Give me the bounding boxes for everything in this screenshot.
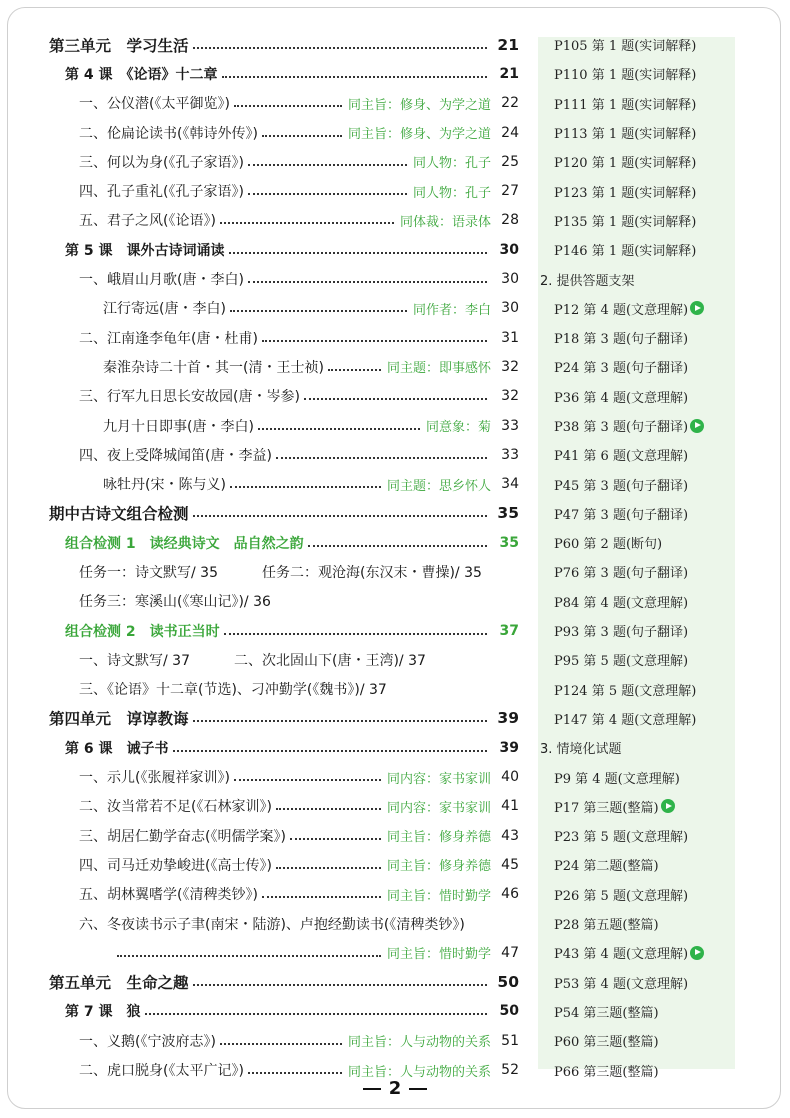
sidebar-item[interactable] bbox=[540, 294, 735, 323]
toc-row[interactable] bbox=[49, 1026, 519, 1055]
sidebar-item-label: P38 第 3 题(句子翻译) bbox=[554, 420, 689, 435]
toc-row[interactable] bbox=[49, 938, 519, 967]
leader-dots bbox=[117, 955, 381, 957]
sidebar-item[interactable] bbox=[540, 411, 735, 440]
toc-page-number: 31 bbox=[501, 329, 519, 346]
toc-entry-title: 咏牡丹(宋・陈与义) bbox=[103, 477, 226, 494]
toc-row[interactable] bbox=[49, 675, 519, 704]
leader-dots bbox=[276, 457, 487, 459]
toc-row[interactable] bbox=[49, 997, 519, 1026]
sidebar-item-label: P36 第 4 题(文意理解) bbox=[554, 390, 689, 406]
toc-entry-title: 一、公仪潜(《太平御览》) bbox=[79, 96, 230, 113]
toc-row[interactable] bbox=[49, 557, 519, 586]
toc-row[interactable] bbox=[49, 469, 519, 498]
toc-entry-note: 同主旨：惜时勤学 bbox=[386, 947, 491, 963]
toc-row[interactable] bbox=[49, 206, 519, 235]
toc-entry-title: 三、胡居仁勤学奋志(《明儒学案》) bbox=[79, 828, 286, 845]
sidebar-item[interactable] bbox=[540, 469, 735, 498]
sidebar-item-label: P147 第 4 题(文意理解) bbox=[554, 712, 697, 728]
toc-entry-title: 二、汝当常若不足(《石林家训》) bbox=[79, 799, 272, 816]
toc-row[interactable] bbox=[49, 762, 519, 791]
toc-page-number: 35 bbox=[497, 504, 519, 523]
toc-entry-title: 任务三：寒溪山(《寒山记》)/ 36 bbox=[79, 594, 271, 611]
toc-entry-title: 组合检测 1 读经典诗文 品自然之韵 bbox=[65, 535, 304, 552]
toc-entry-title: 四、司马迁劝挚峻进(《高士传》) bbox=[79, 857, 272, 874]
leader-dots bbox=[230, 310, 407, 312]
toc-entry-title: 二、江南逢李龟年(唐・杜甫) bbox=[79, 330, 258, 347]
toc-row[interactable] bbox=[49, 880, 519, 909]
sidebar-item[interactable] bbox=[540, 89, 735, 118]
sidebar-heading bbox=[540, 264, 735, 293]
toc-page-number: 52 bbox=[501, 1062, 519, 1079]
toc-entry-note: 同主旨：修身养德 bbox=[386, 859, 491, 875]
toc-row[interactable] bbox=[49, 616, 519, 645]
sidebar-item[interactable] bbox=[540, 440, 735, 469]
leader-dots bbox=[193, 984, 487, 986]
sidebar-item-label: P9 第 4 题(文意理解) bbox=[554, 771, 680, 787]
toc-entry-title: 秦淮杂诗二十首・其一(清・王士祯) bbox=[103, 359, 324, 376]
sidebar-item[interactable] bbox=[540, 645, 735, 674]
toc-entry-note: 同主题：即事感怀 bbox=[386, 361, 491, 377]
sidebar-item[interactable] bbox=[540, 792, 735, 821]
toc-entry-note: 同主题：思乡怀人 bbox=[386, 478, 491, 494]
sidebar-item-label: P47 第 3 题(句子翻译) bbox=[554, 507, 689, 523]
toc-page-number: 30 bbox=[501, 300, 519, 317]
toc-entry-title: 第三单元 学习生活 bbox=[49, 36, 189, 55]
toc-entry-title: 二、虎口脱身(《太平广记》) bbox=[79, 1063, 244, 1080]
toc-entry-title: 三、何以为身(《孔子家语》) bbox=[79, 154, 244, 171]
toc-entry-note: 同人物：孔子 bbox=[412, 185, 491, 201]
sidebar-item-label: P110 第 1 题(实词解释) bbox=[554, 68, 697, 84]
sidebar-item[interactable] bbox=[540, 909, 735, 938]
sidebar-item-label: 2. 提供答题支架 bbox=[540, 273, 635, 289]
play-icon[interactable] bbox=[690, 419, 704, 433]
toc-page-number: 47 bbox=[501, 944, 519, 961]
sidebar-item[interactable] bbox=[540, 147, 735, 176]
sidebar-item[interactable] bbox=[540, 850, 735, 879]
sidebar-item-label: P45 第 3 题(句子翻译) bbox=[554, 478, 689, 494]
toc-row[interactable] bbox=[49, 382, 519, 411]
sidebar-item-label: P43 第 4 题(文意理解) bbox=[554, 947, 689, 963]
sidebar-item[interactable] bbox=[540, 382, 735, 411]
sidebar-item[interactable] bbox=[540, 880, 735, 909]
sidebar-item-label: P28 第五题(整篇) bbox=[554, 918, 659, 934]
leader-dots bbox=[230, 486, 381, 488]
sidebar-item[interactable] bbox=[540, 968, 735, 997]
toc-row[interactable] bbox=[49, 733, 519, 762]
sidebar-item[interactable] bbox=[540, 206, 735, 235]
sidebar-item-label: 3. 情境化试题 bbox=[540, 742, 622, 758]
toc-row[interactable] bbox=[49, 89, 519, 118]
leader-dots bbox=[193, 515, 487, 517]
toc-entry-note: 同意象：菊 bbox=[425, 420, 491, 435]
toc-page-number: 30 bbox=[501, 271, 519, 288]
toc-row[interactable] bbox=[49, 411, 519, 440]
sidebar-item-label: P60 第 2 题(断句) bbox=[554, 537, 663, 553]
sidebar-item-label: P41 第 6 题(文意理解) bbox=[554, 449, 689, 465]
toc-row[interactable] bbox=[49, 850, 519, 879]
sidebar-item[interactable] bbox=[540, 352, 735, 381]
sidebar-item[interactable] bbox=[540, 323, 735, 352]
toc-entry-title: 期中古诗文组合检测 bbox=[49, 505, 189, 524]
table-of-contents bbox=[49, 30, 519, 1085]
leader-dots bbox=[276, 808, 381, 810]
toc-page-number: 43 bbox=[501, 827, 519, 844]
toc-row[interactable] bbox=[49, 499, 519, 528]
leader-dots bbox=[262, 340, 487, 342]
sidebar-item-label: P23 第 5 题(文意理解) bbox=[554, 830, 689, 846]
sidebar-item-label: P53 第 4 题(文意理解) bbox=[554, 976, 689, 992]
page-number: 2 bbox=[388, 1078, 402, 1099]
toc-row[interactable] bbox=[49, 821, 519, 850]
toc-entry-title: 九月十日即事(唐・李白) bbox=[103, 418, 254, 435]
toc-page-number: 35 bbox=[499, 534, 519, 551]
toc-page-number: 39 bbox=[497, 709, 519, 728]
toc-row[interactable] bbox=[49, 528, 519, 557]
toc-entry-title: 第四单元 谆谆教诲 bbox=[49, 710, 189, 729]
leader-dots bbox=[220, 1043, 342, 1045]
leader-dots bbox=[234, 779, 381, 781]
leader-dots bbox=[229, 252, 488, 254]
toc-page-number: 24 bbox=[501, 124, 519, 141]
leader-dots bbox=[258, 428, 420, 430]
toc-page-number: 27 bbox=[501, 183, 519, 200]
toc-task: 一、诗文默写/ 37 bbox=[79, 652, 190, 669]
toc-entry-title: 二、伦扁论读书(《韩诗外传》) bbox=[79, 125, 258, 142]
play-icon[interactable] bbox=[661, 799, 675, 813]
sidebar-item[interactable] bbox=[540, 1026, 735, 1055]
sidebar-item-label: P24 第 3 题(句子翻译) bbox=[554, 361, 689, 377]
toc-entry-note: 同内容：家书家训 bbox=[386, 771, 491, 787]
sidebar-item-label: P120 第 1 题(实词解释) bbox=[554, 156, 697, 172]
leader-dots bbox=[248, 1072, 342, 1074]
leader-dots bbox=[173, 750, 488, 752]
toc-entry-title: 一、示儿(《张履祥家训》) bbox=[79, 770, 230, 787]
toc-task: 任务一：诗文默写/ 35 bbox=[79, 564, 218, 581]
leader-dots bbox=[224, 633, 487, 635]
toc-page-number: 30 bbox=[499, 241, 519, 258]
toc-entry-note: 同人物：孔子 bbox=[412, 156, 491, 172]
sidebar-item[interactable] bbox=[540, 675, 735, 704]
toc-page-number: 50 bbox=[497, 973, 519, 992]
leader-dots bbox=[222, 76, 488, 78]
leader-dots bbox=[193, 47, 487, 49]
sidebar-heading bbox=[540, 733, 735, 762]
toc-entry-title: 第 7 课 狼 bbox=[65, 1004, 141, 1021]
toc-task: 任务二：观沧海(东汉末・曹操)/ 35 bbox=[261, 564, 482, 581]
toc-entry-title: 第 5 课 课外古诗词诵读 bbox=[65, 242, 225, 259]
sidebar-item-label: P124 第 5 题(文意理解) bbox=[554, 683, 697, 699]
sidebar-item[interactable] bbox=[540, 821, 735, 850]
toc-row[interactable] bbox=[49, 909, 519, 938]
sidebar-item[interactable] bbox=[540, 499, 735, 528]
toc-page-number: 25 bbox=[501, 153, 519, 170]
play-icon[interactable] bbox=[690, 946, 704, 960]
sidebar-item[interactable] bbox=[540, 235, 735, 264]
sidebar-item[interactable] bbox=[540, 762, 735, 791]
toc-entry-note: 同主旨：人与动物的关系 bbox=[347, 1064, 491, 1080]
toc-row[interactable] bbox=[49, 118, 519, 147]
toc-task: 二、次北固山下(唐・王湾)/ 37 bbox=[233, 652, 426, 669]
toc-entry-note: 同主旨：修身、为学之道 bbox=[347, 97, 491, 113]
toc-entry-title: 六、冬夜读书示子聿(南宋・陆游)、卢抱经勤读书(《清稗类钞》) bbox=[79, 916, 465, 933]
toc-entry-note: 同主旨：惜时勤学 bbox=[386, 888, 491, 904]
toc-page-number: 34 bbox=[501, 476, 519, 493]
sidebar-item-label: P17 第三题(整篇) bbox=[554, 800, 659, 816]
sidebar-item-label: P146 第 1 题(实词解释) bbox=[554, 244, 697, 260]
sidebar-item[interactable] bbox=[540, 176, 735, 205]
toc-entry-title: 一、峨眉山月歌(唐・李白) bbox=[79, 272, 244, 289]
toc-entry-title: 第五单元 生命之趣 bbox=[49, 974, 189, 993]
toc-entry-title: 组合检测 2 读书正当时 bbox=[65, 623, 220, 640]
toc-row[interactable] bbox=[49, 294, 519, 323]
sidebar-item-label: P111 第 1 题(实词解释) bbox=[554, 97, 697, 113]
sidebar-item-label: P113 第 1 题(实词解释) bbox=[554, 127, 697, 143]
sidebar-item[interactable] bbox=[540, 997, 735, 1026]
toc-entry-note: 同主旨：人与动物的关系 bbox=[347, 1035, 491, 1051]
toc-row[interactable] bbox=[49, 235, 519, 264]
toc-row[interactable] bbox=[49, 440, 519, 469]
leader-dots bbox=[304, 398, 487, 400]
toc-row[interactable] bbox=[49, 30, 519, 59]
footer-dash-right bbox=[409, 1088, 427, 1090]
toc-row[interactable] bbox=[49, 323, 519, 352]
toc-page-number: 32 bbox=[501, 358, 519, 375]
leader-dots bbox=[248, 281, 487, 283]
leader-dots bbox=[276, 867, 381, 869]
toc-page-number: 50 bbox=[499, 1003, 519, 1020]
toc-page-number: 45 bbox=[501, 856, 519, 873]
leader-dots bbox=[248, 164, 407, 166]
sidebar-item-label: P24 第二题(整篇) bbox=[554, 859, 659, 875]
leader-dots bbox=[220, 222, 394, 224]
toc-entry-title: 四、夜上受降城闻笛(唐・李益) bbox=[79, 447, 272, 464]
sidebar-item-label: P12 第 4 题(文意理解) bbox=[554, 302, 689, 318]
sidebar-item-label: P18 第 3 题(句子翻译) bbox=[554, 332, 689, 348]
toc-entry-title: 五、胡林翼嗜学(《清稗类钞》) bbox=[79, 887, 258, 904]
sidebar-item-label: P95 第 5 题(文意理解) bbox=[554, 654, 689, 670]
toc-page-number: 33 bbox=[501, 446, 519, 463]
leader-dots bbox=[145, 1013, 488, 1015]
toc-row[interactable] bbox=[49, 704, 519, 733]
sidebar-item[interactable] bbox=[540, 118, 735, 147]
toc-row[interactable] bbox=[49, 968, 519, 997]
sidebar-item[interactable] bbox=[540, 938, 735, 967]
toc-row[interactable] bbox=[49, 587, 519, 616]
toc-row[interactable] bbox=[49, 264, 519, 293]
toc-entry-title: 一、义鹅(《宁波府志》) bbox=[79, 1033, 216, 1050]
toc-row[interactable] bbox=[49, 147, 519, 176]
sidebar-item[interactable] bbox=[540, 59, 735, 88]
toc-page-number: 51 bbox=[501, 1032, 519, 1049]
page-footer bbox=[0, 1078, 790, 1099]
toc-entry-title: 江行寄远(唐・李白) bbox=[103, 301, 226, 318]
toc-page-number: 22 bbox=[501, 95, 519, 112]
toc-entry-title: 四、孔子重礼(《孔子家语》) bbox=[79, 184, 244, 201]
toc-page-number: 39 bbox=[499, 739, 519, 756]
leader-dots bbox=[262, 896, 381, 898]
play-icon[interactable] bbox=[690, 301, 704, 315]
toc-entry-title: 第 4 课 《论语》十二章 bbox=[65, 66, 218, 83]
sidebar-item-label: P123 第 1 题(实词解释) bbox=[554, 185, 697, 201]
leader-dots bbox=[248, 193, 407, 195]
toc-entry-title: 第 6 课 诫子书 bbox=[65, 740, 169, 757]
sidebar-item-label: P135 第 1 题(实词解释) bbox=[554, 214, 697, 230]
toc-page-number: 33 bbox=[501, 417, 519, 434]
sidebar-item-label: P84 第 4 题(文意理解) bbox=[554, 595, 689, 611]
sidebar-item-label: P60 第三题(整篇) bbox=[554, 1035, 659, 1051]
toc-row[interactable] bbox=[49, 645, 519, 674]
leader-dots bbox=[262, 135, 342, 137]
toc-entry-note: 同主旨：修身、为学之道 bbox=[347, 127, 491, 143]
sidebar-item-label: P26 第 5 题(文意理解) bbox=[554, 888, 689, 904]
sidebar-item-label: P54 第三题(整篇) bbox=[554, 1005, 659, 1021]
toc-page-number: 37 bbox=[499, 622, 519, 639]
toc-page-number: 40 bbox=[501, 769, 519, 786]
toc-page-number: 32 bbox=[501, 388, 519, 405]
toc-row[interactable] bbox=[49, 59, 519, 88]
toc-page-number: 21 bbox=[497, 35, 519, 54]
leader-dots bbox=[290, 838, 381, 840]
toc-page-number: 28 bbox=[501, 212, 519, 229]
toc-entry-note: 同内容：家书家训 bbox=[386, 800, 491, 816]
leader-dots bbox=[308, 545, 487, 547]
toc-page-number: 41 bbox=[501, 798, 519, 815]
leader-dots bbox=[328, 369, 381, 371]
toc-page-number: 46 bbox=[501, 886, 519, 903]
toc-row[interactable] bbox=[49, 352, 519, 381]
sidebar-item[interactable] bbox=[540, 587, 735, 616]
toc-entry-note: 同体裁：语录体 bbox=[399, 214, 491, 230]
sidebar-question-list bbox=[540, 30, 735, 1085]
toc-entry-title: 五、君子之风(《论语》) bbox=[79, 213, 216, 230]
toc-entry-note: 同主旨：修身养德 bbox=[386, 830, 491, 846]
sidebar-item[interactable] bbox=[540, 616, 735, 645]
toc-entry-title: 三、行军九日思长安故园(唐・岑参) bbox=[79, 389, 300, 406]
sidebar-item[interactable] bbox=[540, 704, 735, 733]
toc-entry-title: 三、《论语》十二章(节选)、刁冲勤学(《魏书》)/ 37 bbox=[79, 682, 387, 699]
toc-row[interactable] bbox=[49, 176, 519, 205]
sidebar-item-label: P76 第 3 题(句子翻译) bbox=[554, 566, 689, 582]
footer-dash-left bbox=[363, 1088, 381, 1090]
sidebar-item-label: P66 第三题(整篇) bbox=[554, 1064, 659, 1080]
leader-dots bbox=[234, 105, 342, 107]
sidebar-item[interactable] bbox=[540, 557, 735, 586]
sidebar-item-label: P105 第 1 题(实词解释) bbox=[554, 39, 697, 55]
toc-page-number: 21 bbox=[499, 65, 519, 82]
toc-entry-note: 同作者：李白 bbox=[412, 302, 491, 318]
sidebar-item[interactable] bbox=[540, 30, 735, 59]
leader-dots bbox=[193, 720, 487, 722]
sidebar-item-label: P93 第 3 题(句子翻译) bbox=[554, 625, 689, 641]
toc-row[interactable] bbox=[49, 792, 519, 821]
sidebar-item[interactable] bbox=[540, 528, 735, 557]
